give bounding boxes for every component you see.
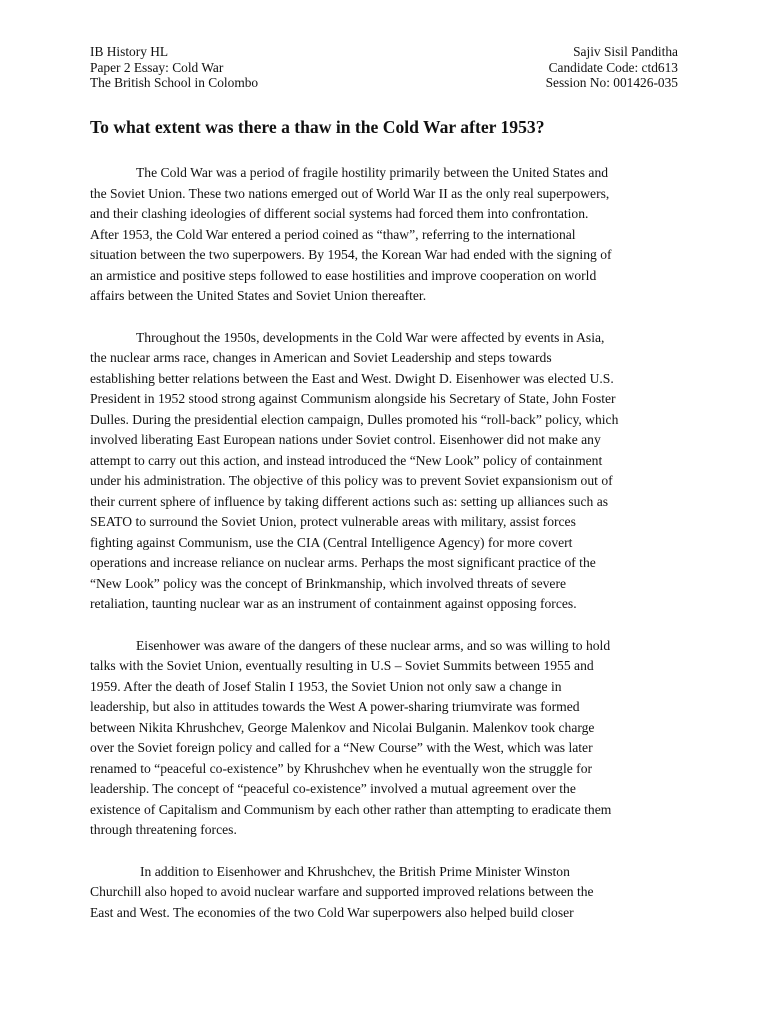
paragraph-3 xyxy=(90,636,690,841)
text-line: Throughout the 1950s, developments in the Cold War were affected by events in Asia, xyxy=(136,329,605,345)
text-line: their current sphere of influence by taking different actions such as: setting up alliances such as xyxy=(90,493,609,509)
text-line: affairs between the United States and Soviet Union thereafter. xyxy=(90,288,427,303)
text-line: attempt to carry out this action, and instead introduced the “New Look” policy of containment xyxy=(90,452,603,468)
text-line: After 1953, the Cold War entered a period coined as “thaw”, referring to the international xyxy=(90,226,576,242)
text-line: talks with the Soviet Union, eventually resulting in U.S – Soviet Summits between 1955 and xyxy=(90,658,594,673)
text-line: retaliation, taunting nuclear war as an instrument of containment against opposing forces. xyxy=(90,596,577,611)
essay-body xyxy=(90,163,690,944)
course-name: IB History HL xyxy=(90,44,169,59)
text-line: through threatening forces. xyxy=(90,822,237,837)
text-line: fighting against Communism, use the CIA (Central Intelligence Agency) for more covert xyxy=(90,534,573,550)
text-line: situation between the two superpowers. By 1954, the Korean War had ended with the signing of xyxy=(90,247,612,262)
text-line: under his administration. The objective of this policy was to prevent Soviet expansionism out of xyxy=(90,473,613,488)
text-line: 1959. After the death of Josef Stalin I 1953, the Soviet Union not only saw a change in xyxy=(90,678,562,694)
text-line: the Soviet Union. These two nations emerged out of World War II as the only real superpowers, xyxy=(90,185,610,201)
candidate-code: Candidate Code: ctd613 xyxy=(548,59,678,75)
header-left-block xyxy=(90,44,258,91)
text-line: and their clashing ideologies of different social systems had forced them into confrontation. xyxy=(90,206,589,221)
text-line: between Nikita Khrushchev, George Malenkov and Nicolai Bulganin. Malenkov took charge xyxy=(90,719,595,735)
text-line: SEATO to surround the Soviet Union, protect vulnerable areas with military, assist forces xyxy=(90,514,576,529)
paper-name: Paper 2 Essay: Cold War xyxy=(90,59,224,75)
text-line: the nuclear arms race, changes in American and Soviet Leadership and steps towards xyxy=(90,350,552,365)
school-name: The British School in Colombo xyxy=(90,75,259,90)
text-line: leadership. The concept of “peaceful co-existence” involved a mutual agreement over the xyxy=(90,781,576,796)
essay-title: To what extent was there a thaw in the Cold War after 1953? xyxy=(90,117,545,137)
document-header xyxy=(90,44,678,91)
text-line: renamed to “peaceful co-existence” by Khrushchev when he eventually won the struggle for xyxy=(90,760,593,776)
text-line: The Cold War was a period of fragile hostility primarily between the United States and xyxy=(136,165,609,180)
text-line: involved liberating East European nations under Soviet control. Eisenhower did not make any xyxy=(90,432,601,447)
text-line: East and West. The economies of the two Cold War superpowers also helped build closer xyxy=(90,904,574,920)
text-line: In addition to Eisenhower and Khrushchev, the British Prime Minister Winston xyxy=(140,863,570,879)
paragraph-1 xyxy=(90,163,690,307)
text-line: existence of Capitalism and Communism by each other rather than attempting to eradicate them xyxy=(90,801,612,817)
paragraph-2 xyxy=(90,328,690,615)
text-line: over the Soviet foreign policy and called for a “New Course” with the West, which was later xyxy=(90,740,593,755)
paragraph-4 xyxy=(90,862,690,924)
text-line: Churchill also hoped to avoid nuclear warfare and supported improved relations between the xyxy=(90,884,594,899)
author-name: Sajiv Sisil Panditha xyxy=(573,44,678,59)
text-line: leadership, but also in attitudes towards the West A power-sharing triumvirate was formed xyxy=(90,699,580,714)
text-line: an armistice and positive steps followed to ease hostilities and improve cooperation on world xyxy=(90,267,597,283)
text-line: President in 1952 stood strong against Communism alongside his Secretary of State, John Foster xyxy=(90,391,616,406)
text-line: “New Look” policy was the concept of Brinkmanship, which involved threats of severe xyxy=(90,575,567,591)
text-line: operations and increase reliance on nuclear arms. Perhaps the most significant practice of the xyxy=(90,555,596,570)
session-number: Session No: 001426-035 xyxy=(545,75,678,90)
text-line: Eisenhower was aware of the dangers of these nuclear arms, and so was willing to hold xyxy=(136,637,611,653)
text-line: establishing better relations between the East and West. Dwight D. Eisenhower was elected U.S. xyxy=(90,370,614,386)
header-right-block xyxy=(546,44,678,91)
text-line: Dulles. During the presidential election campaign, Dulles promoted his “roll-back” policy, which xyxy=(90,411,619,427)
